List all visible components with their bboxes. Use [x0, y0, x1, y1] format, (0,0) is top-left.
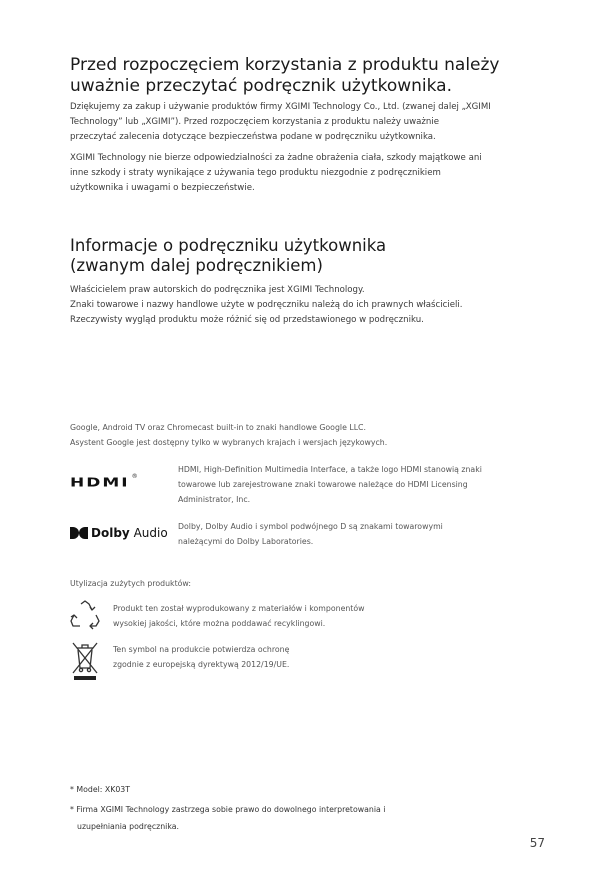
interpretation-note: [70, 801, 490, 835]
weee-crossed-bin-icon: [70, 640, 100, 682]
hdmi-line: Administrator, Inc.: [178, 495, 251, 504]
recycle-text: [113, 601, 443, 631]
manual-info-title: [70, 236, 570, 276]
hdmi-registered-mark: ®: [131, 473, 138, 480]
hdmi-logo-text: HDMI: [70, 475, 130, 491]
intro-p1-line: Dziękujemy za zakup i używanie produktów firmy XGIMI Technology Co., Ltd. (zwanej dalej „XGIMI: [70, 102, 491, 112]
intro-p1-line: Technology” lub „XGIMI”). Przed rozpoczęciem korzystania z produktu należy uważnie: [70, 117, 440, 127]
recycle-line: wysokiej jakości, które można poddawać recyklingowi.: [113, 619, 326, 628]
intro-p1-line: przeczytać zalecenia dotyczące bezpieczeństwa podane w podręczniku użytkownika.: [70, 132, 436, 142]
page-title: [70, 55, 570, 97]
google-line: Asystent Google jest dostępny tylko w wybranych krajach i wersjach językowych.: [70, 438, 388, 447]
dolby-logo-light: Audio: [133, 526, 168, 540]
page-title-line-1: Przed rozpoczęciem korzystania z produktu należy: [70, 55, 500, 75]
manual-info-paragraph: [70, 283, 550, 328]
dolby-trademark-text: [178, 519, 538, 549]
page-title-line-2: uważnie przeczytać podręcznik użytkownika.: [70, 76, 452, 96]
disposal-heading: Utylizacja zużytych produktów:: [70, 579, 191, 588]
weee-line: zgodnie z europejską dyrektywą 2012/19/UE.: [113, 660, 290, 669]
google-trademark-text: [70, 420, 540, 450]
intro-p2-line: inne szkody i straty wynikające z używania tego produktu niezgodnie z podręcznikiem: [70, 168, 441, 178]
interpretation-note-line: uzupełniania podręcznika.: [77, 822, 179, 831]
recycle-line: Produkt ten został wyprodukowany z materiałów i komponentów: [113, 604, 365, 613]
hdmi-line: towarowe lub zarejestrowane znaki towarowe należące do HDMI Licensing: [178, 480, 468, 489]
hdmi-trademark-text: [178, 462, 538, 507]
dolby-logo-bold: Dolby: [91, 526, 130, 540]
manual-info-title-line-1: Informacje o podręczniku użytkownika: [70, 236, 387, 255]
dolby-line: należącymi do Dolby Laboratories.: [178, 537, 314, 546]
hdmi-line: HDMI, High-Definition Multimedia Interface, a także logo HDMI stanowią znaki: [178, 465, 482, 474]
intro-paragraph-2: [70, 151, 550, 196]
google-line: Google, Android TV oraz Chromecast built-in to znaki handlowe Google LLC.: [70, 423, 366, 432]
model-note: * Model: XK03T: [70, 785, 131, 794]
manual-info-line: Właścicielem praw autorskich do podręcznika jest XGIMI Technology.: [70, 285, 365, 295]
intro-p2-line: użytkownika i uwagami o bezpieczeństwie.: [70, 183, 255, 193]
dolby-line: Dolby, Dolby Audio i symbol podwójnego D są znakami towarowymi: [178, 522, 443, 531]
weee-text: [113, 642, 443, 672]
manual-info-line: Rzeczywisty wygląd produktu może różnić się od przedstawionego w podręczniku.: [70, 315, 424, 325]
recycle-icon: [68, 599, 102, 633]
intro-paragraph-1: [70, 100, 550, 145]
interpretation-note-line: * Firma XGIMI Technology zastrzega sobie prawo do dowolnego interpretowania i: [70, 805, 386, 814]
weee-line: Ten symbol na produkcie potwierdza ochronę: [113, 645, 290, 654]
dolby-logo-text: [91, 526, 168, 540]
hdmi-logo: [70, 473, 138, 495]
dolby-audio-logo: [70, 526, 168, 540]
dolby-double-d-icon: [70, 527, 88, 539]
page-number: 57: [529, 836, 545, 850]
manual-info-title-line-2: (zwanym dalej podręcznikiem): [70, 256, 323, 275]
manual-info-line: Znaki towarowe i nazwy handlowe użyte w podręczniku należą do ich prawnych właścicieli.: [70, 300, 463, 310]
intro-p2-line: XGIMI Technology nie bierze odpowiedzialności za żadne obrażenia ciała, szkody majątkowe ani: [70, 153, 482, 163]
